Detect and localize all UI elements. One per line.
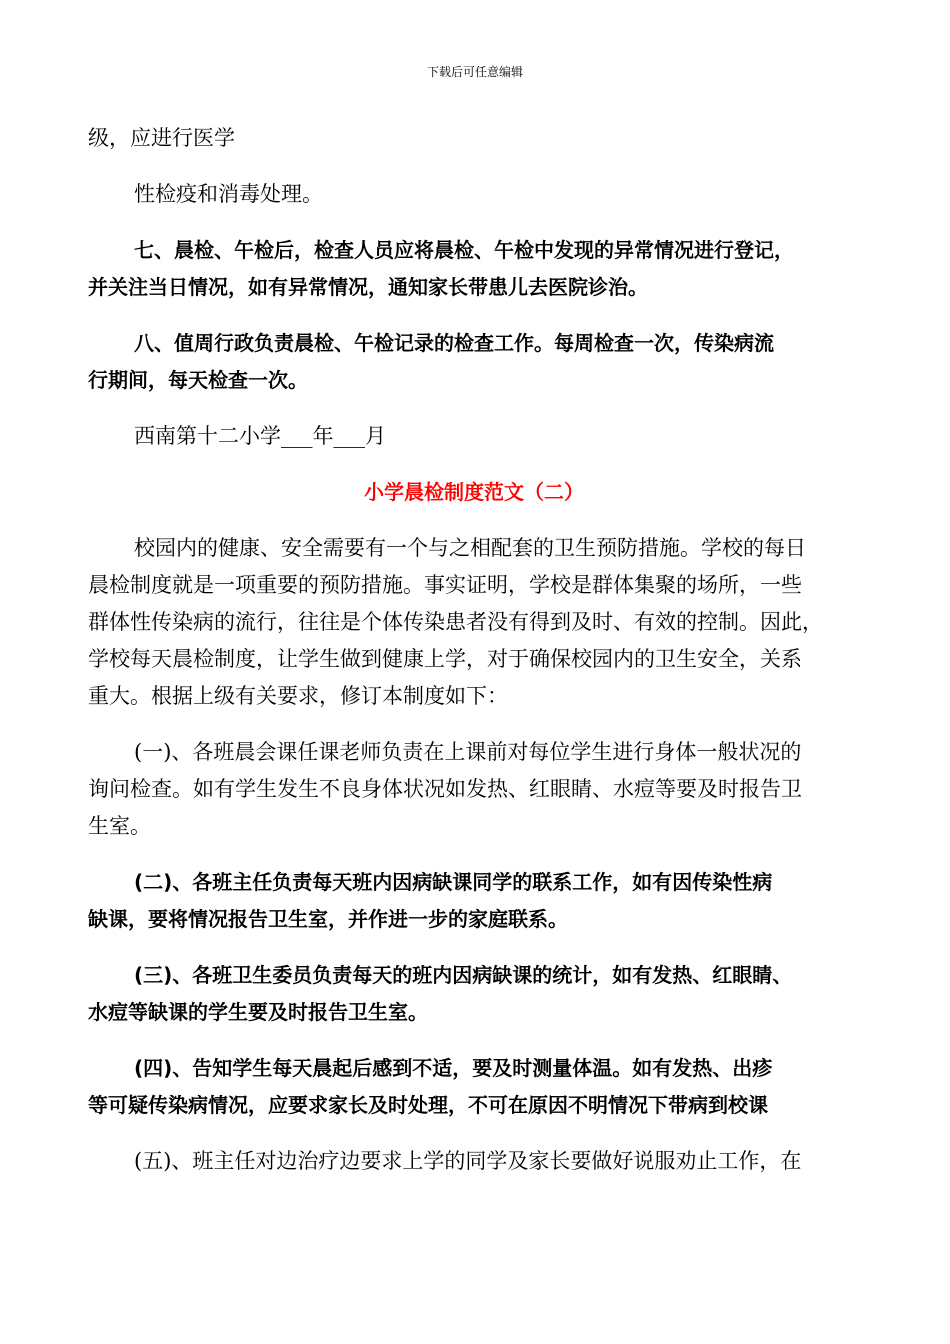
document-body (88, 120, 860, 1180)
section-title: 小学晨检制度范文（二） (364, 480, 584, 504)
rule-5-paragraph (88, 1143, 860, 1180)
paragraph-line: 八、值周行政负责晨检、午检记录的检查工作。每周检查一次，传染病流 (134, 331, 774, 355)
paragraph-line: (四)、告知学生每天晨起后感到不适，要及时测量体温。如有发热、出疹 (134, 1056, 773, 1080)
item-8-paragraph (88, 325, 860, 399)
paragraph-line: 并关注当日情况，如有异常情况，通知家长带患儿去医院诊治。 (88, 275, 648, 299)
paragraph-line: (三)、各班卫生委员负责每天的班内因病缺课的统计，如有发热、红眼睛、 (134, 963, 793, 987)
paragraph-line: 水痘等缺课的学生要及时报告卫生室。 (88, 1000, 428, 1024)
paragraph-line: 级，应进行医学 (88, 126, 235, 150)
rule-3-paragraph (88, 957, 860, 1031)
paragraph-line: 缺课，要将情况报告卫生室，并作进一步的家庭联系。 (88, 907, 568, 931)
paragraph-line: 学校每天晨检制度，让学生做到健康上学，对于确保校园内的卫生安全，关系 (88, 647, 802, 671)
paragraph-line: 生室。 (88, 814, 151, 838)
paragraph-line: 晨检制度就是一项重要的预防措施。事实证明，学校是群体集聚的场所，一些 (88, 573, 802, 597)
paragraph-line: 等可疑传染病情况，应要求家长及时处理，不可在原因不明情况下带病到校课 (88, 1093, 768, 1117)
page-header: 下载后可任意编辑 (426, 65, 523, 79)
signature-line: 西南第十二小学___年___月 (134, 424, 386, 448)
paragraph-line: 重大。根据上级有关要求，修订本制度如下： (88, 684, 508, 708)
paragraph-line: 群体性传染病的流行，往往是个体传染患者没有得到及时、有效的控制。因此， (88, 610, 823, 634)
paragraph-line: (一)、各班晨会课任课老师负责在上课前对每位学生进行身体一般状况的 (134, 740, 802, 764)
paragraph-line: (五)、班主任对边治疗边要求上学的同学及家长要做好说服劝止工作，在 (134, 1149, 802, 1173)
paragraph-line: 性检疫和消毒处理。 (134, 182, 323, 206)
item-7-paragraph (88, 232, 860, 306)
paragraph-line: 校园内的健康、安全需要有一个与之相配套的卫生预防措施。学校的每日 (134, 536, 806, 560)
intro-paragraph (88, 530, 860, 715)
rule-4-paragraph (88, 1050, 860, 1124)
paragraph-line: 行期间，每天检查一次。 (88, 368, 308, 392)
paragraph-line: 询问检查。如有学生发生不良身体状况如发热、红眼睛、水痘等要及时报告卫 (88, 777, 802, 801)
paragraph-line: (二)、各班主任负责每天班内因病缺课同学的联系工作，如有因传染性病 (134, 870, 773, 894)
rule-2-paragraph (88, 864, 860, 938)
rule-1-paragraph (88, 734, 860, 845)
paragraph-line: 七、晨检、午检后，检查人员应将晨检、午检中发现的异常情况进行登记， (134, 238, 794, 262)
